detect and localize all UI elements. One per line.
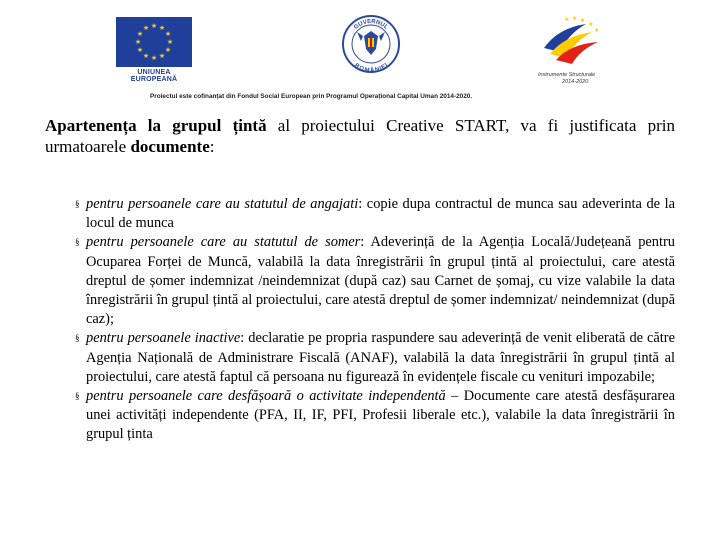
- item-text: : Adeverință de la Agenția Locală/Județeană pentru Ocuparea Forței de Muncă, valabilă la data înregistrării în grupul țintă al proiectului, care atestă dreptul de șomer indemnizat /neindemnizat (după caz) sau Carnet de șomaj, cu vize valabile la data înregistrării în grupul țintă al proiectului, care atestă dreptul de șomer indemnizat/ neindemnizat (după caz);: [86, 234, 676, 328]
- item-lead: pentru persoanele care au statutul de somer: [86, 234, 361, 251]
- structural-instruments-caption: [538, 72, 608, 86]
- item-text: – Documente care atestă desfășurarea unei activități independente (PFA, II, IF, PFI, Profesii liberale etc.), valabile la data înregistrării în grupul ținta: [86, 388, 675, 443]
- is-caption-line2: 2014-2020: [562, 79, 589, 85]
- svg-text:GUVERNUL: [353, 19, 389, 31]
- intro-bold-part: Apartenența la grupul țintă: [45, 116, 267, 135]
- svg-text:★: ★: [136, 30, 144, 38]
- svg-text:★: ★: [136, 46, 144, 54]
- intro-tail: :: [209, 137, 215, 156]
- svg-text:★: ★: [150, 22, 158, 30]
- svg-text:ROMÂNIEI: [353, 62, 389, 74]
- item-text: : declaratie pe propria raspundere sau adeverință de venit eliberată de către Agenția Națională de Administrare Fiscală (ANAF), valabilă la data înregistrării în grupul țintă al proiectului, care atestă faptul că persoana nu figurează în evidențele fiscale cu venituri impozabile;: [86, 330, 675, 385]
- intro-middle-part: al proiectului Creative START, va fi justificata prin urmatoarele: [45, 116, 675, 156]
- romanian-government-seal: [341, 14, 401, 74]
- svg-text:★: ★: [572, 15, 578, 22]
- svg-text:★: ★: [158, 24, 166, 32]
- item-lead: pentru persoanele inactive: [86, 330, 241, 347]
- svg-text:★: ★: [564, 16, 570, 23]
- item-text: : copie dupa contractul de munca sau adeverinta de la locul de munca: [86, 196, 675, 232]
- gov-caption-top: GUVERNUL: [353, 18, 389, 31]
- item-lead: pentru persoanele care desfășoară o activitate independentă: [86, 388, 446, 405]
- list-item: [75, 195, 675, 233]
- svg-text:★: ★: [150, 54, 158, 62]
- svg-text:★: ★: [164, 46, 172, 54]
- eu-logo: [116, 17, 192, 81]
- svg-text:★: ★: [164, 30, 172, 38]
- intro-paragraph: [45, 115, 675, 157]
- page-header: [0, 0, 720, 110]
- funding-statement: Proiectul este cofinanțat din Fondul Social European prin Programul Operațional Capital Uman 2014-2020.: [150, 93, 473, 100]
- svg-text:★: ★: [166, 38, 174, 46]
- list-item: [75, 329, 675, 387]
- item-lead: pentru persoanele care au statutul de angajati: [86, 196, 359, 212]
- svg-text:★: ★: [594, 27, 600, 34]
- list-item: [75, 233, 675, 329]
- bullet-icon: §: [75, 199, 80, 209]
- is-caption-line1: Instrumente Structurale: [538, 72, 596, 78]
- eu-caption: UNIUNEA EUROPEANĂ: [130, 69, 178, 83]
- svg-text:★: ★: [580, 17, 586, 24]
- documents-list: [75, 195, 675, 445]
- eu-flag-icon: [116, 17, 192, 67]
- gov-caption-bottom: ROMÂNIEI: [353, 62, 390, 74]
- structural-instruments-logo: [538, 14, 604, 90]
- intro-bold-end: documente: [130, 137, 210, 156]
- svg-text:★: ★: [588, 21, 594, 28]
- bullet-icon: §: [75, 391, 80, 402]
- bullet-icon: §: [75, 237, 80, 248]
- bullet-icon: §: [75, 333, 80, 344]
- list-item: [75, 387, 675, 445]
- svg-text:★: ★: [134, 38, 142, 46]
- svg-text:★: ★: [142, 24, 150, 32]
- svg-text:★: ★: [158, 52, 166, 60]
- svg-text:★: ★: [142, 52, 150, 60]
